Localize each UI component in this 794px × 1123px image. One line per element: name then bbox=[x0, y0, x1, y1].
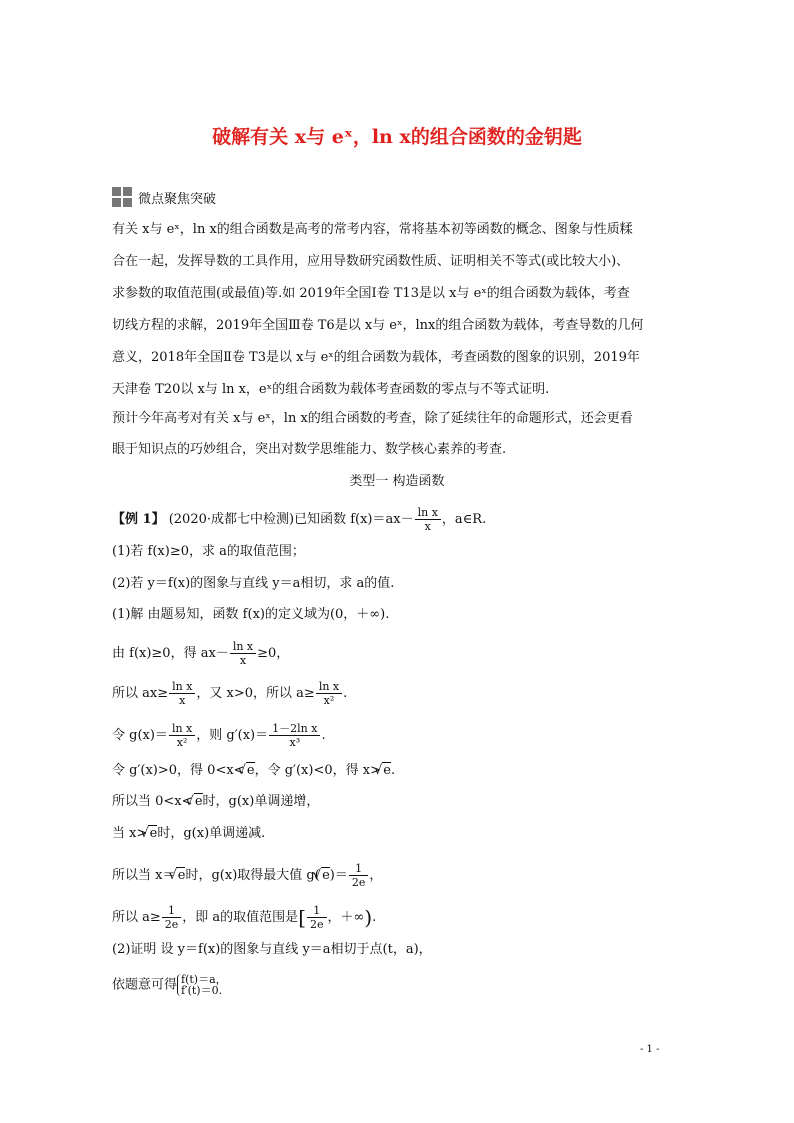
intro-line-4: 切线方程的求解，2019年全国Ⅲ卷 T6是以 x与 eˣ，lnx的组合函数为载体，考查导数的几何 bbox=[112, 318, 644, 333]
solution-line-1: (1)解 由题易知，函数 f(x)的定义域为(0，＋∞). bbox=[112, 607, 390, 622]
solution-line-7: 当 x>√ e时，g(x)单调递减. bbox=[112, 825, 265, 842]
fraction: $\frac{1}{2e}$ bbox=[162, 904, 182, 931]
sqrt: √ e bbox=[246, 762, 255, 779]
section-label: 微点聚焦突破 bbox=[138, 191, 217, 207]
grid-icon bbox=[112, 187, 132, 207]
section-header bbox=[112, 186, 216, 208]
bracket-close: ) bbox=[364, 905, 373, 930]
intro-line-3: 求参数的取值范围(或最值)等.如 2019年全国Ⅰ卷 T13是以 x与 eˣ的组合函数为载体，考查 bbox=[112, 286, 630, 301]
example-fraction: $\frac{\text{ln x}}{x}$ bbox=[415, 506, 441, 533]
example-line bbox=[112, 506, 486, 533]
fraction: $\frac{1}{2e}$ bbox=[349, 862, 369, 889]
question-2: (2)若 y＝f(x)的图象与直线 y＝a相切，求 a的值. bbox=[112, 576, 395, 591]
solution-line-2: 由 f(x)≥0，得 ax－ $\frac{\text{ln x}}{x}$ ≥0， bbox=[112, 640, 290, 667]
example-tail: ，a∈R. bbox=[441, 512, 487, 527]
intro-line-2: 合在一起，发挥导数的工具作用，应用导数研究函数性质、证明相关不等式(或比较大小)、 bbox=[112, 254, 630, 269]
equation-system: f(t)＝a， f′(t)＝0. bbox=[177, 974, 227, 996]
solution-line-8: 所以当 x＝√ e时，g(x)取得最大值 g(√ e)＝ $\frac{1}{2e}$ ， bbox=[112, 862, 382, 889]
page-number: - 1 - bbox=[640, 1044, 660, 1055]
intro-line-1: 有关 x与 eˣ，ln x的组合函数是高考的常考内容，常将基本初等函数的概念、图象与性质糅 bbox=[112, 222, 633, 237]
sqrt: √ e bbox=[382, 762, 391, 779]
sqrt: √ e bbox=[194, 793, 203, 810]
fraction: $\frac{\text{ln x}}{x}$ bbox=[169, 680, 195, 707]
forecast-line-1: 预计今年高考对有关 x与 eˣ，ln x的组合函数的考查，除了延续往年的命题形式，还会更看 bbox=[112, 411, 633, 426]
sqrt: √ e bbox=[321, 867, 330, 884]
sqrt: √ e bbox=[148, 825, 157, 842]
question-1: (1)若 f(x)≥0，求 a的取值范围； bbox=[112, 544, 305, 559]
solution-line-3: 所以 ax≥ $\frac{\text{ln x}}{x}$ ，又 x>0，所以 a≥ $\frac{\text{ln x}}{\text{x²}}$ . bbox=[112, 680, 348, 707]
fraction: $\frac{1}{2e}$ bbox=[307, 904, 327, 931]
intro-line-5: 意义，2018年全国Ⅱ卷 T3是以 x与 eˣ的组合函数为载体，考查函数的图象的识别，2019年 bbox=[112, 350, 640, 365]
example-source: (2020·成都七中检测)已知函数 f(x)＝ax－ bbox=[168, 512, 414, 527]
fraction: $\frac{\text{1－2ln x}}{\text{x³}}$ bbox=[269, 722, 320, 749]
bracket-open: [ bbox=[298, 905, 306, 930]
solution-line-6: 所以当 0<x<√ e时，g(x)单调递增， bbox=[112, 793, 319, 810]
fraction: $\frac{\text{ln x}}{\text{x²}}$ bbox=[316, 680, 342, 707]
solution-line-11: 依题意可得 f(t)＝a， f′(t)＝0. bbox=[112, 973, 227, 997]
sqrt: √ e bbox=[176, 867, 185, 884]
solution-line-10: (2)证明 设 y＝f(x)的图象与直线 y＝a相切于点(t，a)， bbox=[112, 942, 432, 957]
intro-line-6: 天津卷 T20以 x与 ln x，eˣ的组合函数为载体考查函数的零点与不等式证明. bbox=[112, 382, 550, 397]
forecast-line-2: 眼于知识点的巧妙组合，突出对数学思维能力、数学核心素养的考查. bbox=[112, 442, 507, 457]
example-tag: 【例 1】 bbox=[112, 512, 165, 527]
solution-line-4: 令 g(x)＝ $\frac{\text{ln x}}{\text{x²}}$ ，则 g′(x)＝ $\frac{\text{1－2ln x}}{\text{x³}}$ . bbox=[112, 722, 326, 749]
page-title: 破解有关 x与 eˣ，ln x的组合函数的金钥匙 bbox=[212, 126, 582, 148]
fraction: $\frac{\text{ln x}}{x}$ bbox=[230, 640, 256, 667]
fraction: $\frac{\text{ln x}}{\text{x²}}$ bbox=[169, 722, 195, 749]
solution-line-9: 所以 a≥ $\frac{1}{2e}$ ，即 a的取值范围是[ $\frac{1}{2e}$ ，＋∞). bbox=[112, 904, 377, 931]
type-heading: 类型一 构造函数 bbox=[349, 474, 445, 489]
solution-line-5: 令 g′(x)>0，得 0<x<√ e，令 g′(x)<0，得 x>√ e. bbox=[112, 762, 395, 779]
